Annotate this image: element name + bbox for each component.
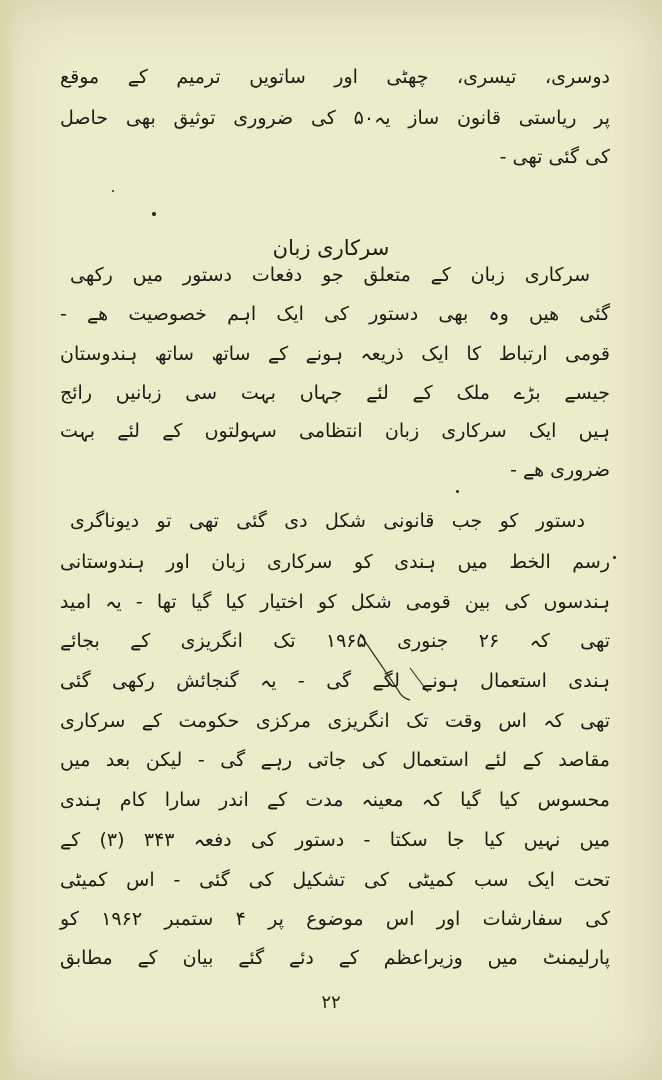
pen-mark bbox=[350, 628, 440, 708]
text-line: ہیں ایک سرکاری زبان انتظامی سہولتوں کے لئے بہت bbox=[60, 420, 610, 442]
paper-speck bbox=[112, 190, 114, 192]
text-line: تحت ایک سب کمیٹی کی تشکیل کی گئی - اس کمیٹی bbox=[60, 869, 610, 891]
text-line: پر ریاستی قانون ساز یہ۵۰ کی ضروری توثیق بھی حاصل bbox=[60, 107, 611, 129]
text-line: محسوس کیا گیا کہ معینہ مدت کے اندر سارا کام ہندی bbox=[60, 789, 610, 811]
section-heading: سرکاری زبان bbox=[272, 236, 390, 260]
text-line: کی گئی تھی - bbox=[499, 146, 610, 168]
page-edge-shadow bbox=[0, 0, 14, 1080]
page-number: ۲۲ bbox=[321, 992, 341, 1013]
text-line: ہندسوں کی بین قومی شکل کو اختیار کیا گیا تھا - یہ امید bbox=[60, 591, 610, 613]
text-line: کی سفارشات اور اس موضوع پر ۴ ستمبر ۱۹۶۲ کو bbox=[60, 908, 610, 930]
text-line: سرکاری زبان کے متعلق جو دفعات دستور میں رکھی bbox=[70, 264, 590, 286]
text-line: دستور کو جب قانونی شکل دی گئی تھی تو دیوناگری bbox=[70, 510, 585, 532]
text-line: ضروری ھے - bbox=[510, 459, 610, 481]
text-line: تھی کہ ۲۶ جنوری ۱۹۶۵ تک انگریزی کے بجائے bbox=[60, 630, 611, 652]
text-line: قومی ارتباط کا ایک ذریعہ ہونے کے ساتھ ساتھ ہندوستان bbox=[60, 343, 610, 365]
text-line: تھی کہ اس وقت تک انگریزی مرکزی حکومت کے سرکاری bbox=[60, 710, 610, 732]
paper-speck bbox=[152, 212, 156, 216]
text-line: دوسری، تیسری، چھٹی اور ساتویں ترمیم کے موقع bbox=[60, 66, 610, 88]
text-line: جیسے بڑے ملک کے لئے جہاں بہت سی زبانیں رائج bbox=[60, 382, 610, 404]
text-line: میں نہیں کیا جا سکتا - دستور کی دفعہ ۳۴۳ (۳) کے bbox=[60, 829, 610, 851]
text-line: رسم الخط میں ہندی کو سرکاری زبان اور ہندوستانی bbox=[60, 551, 610, 573]
text-line: ہندی استعمال ہونے لگے گی - یہ گنجائش رکھی گئی bbox=[60, 670, 610, 692]
paper-speck bbox=[456, 490, 459, 493]
text-line: پارلیمنٹ میں وزیراعظم کے دئے گئے بیان کے مطابق bbox=[60, 947, 610, 969]
text-line: گئی ھیں وہ بھی دستور کی ایک اہم خصوصیت ھے - bbox=[60, 303, 610, 325]
text-line: مقاصد کے لئے استعمال کی جاتی رہے گی - لیکن بعد میں bbox=[60, 749, 610, 771]
paper-speck bbox=[613, 556, 616, 559]
